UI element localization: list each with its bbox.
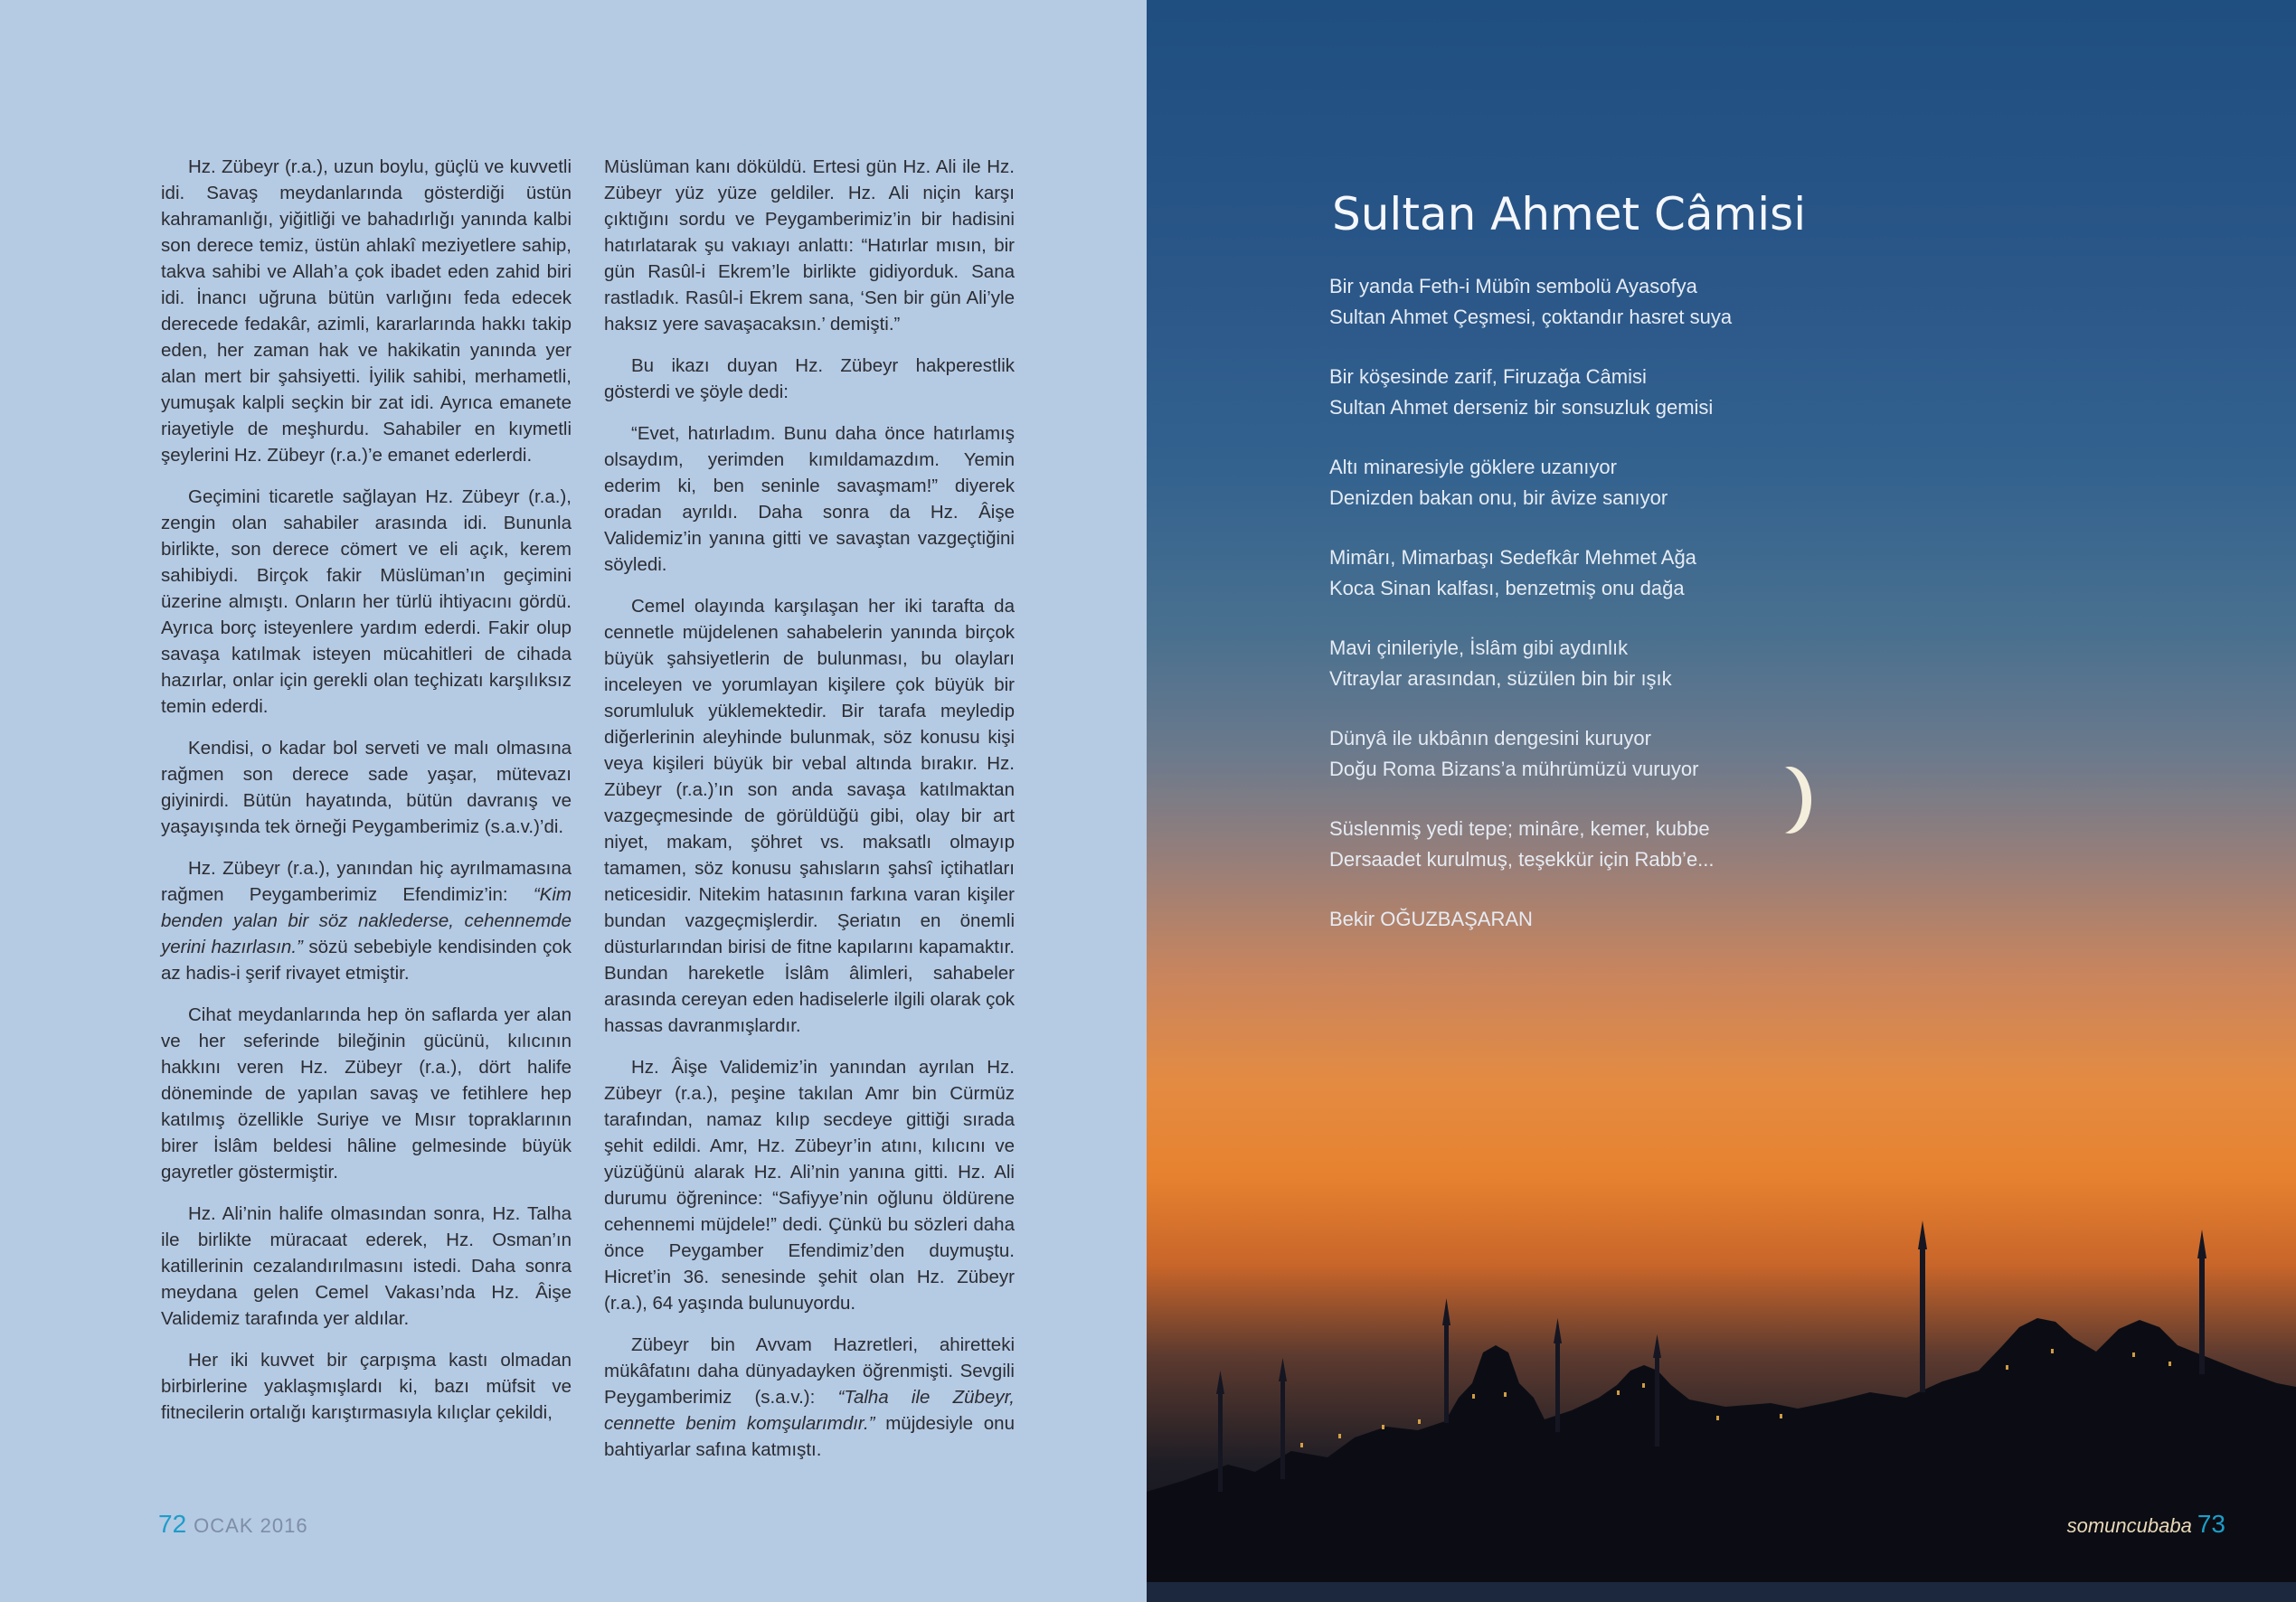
page-footer-left: [158, 1510, 308, 1539]
minaret: [1218, 1392, 1223, 1492]
poem-line: Bir yanda Feth-i Mübîn sembolü Ayasofya: [1329, 275, 1697, 297]
minaret: [1280, 1380, 1285, 1479]
magazine-name: somuncubaba: [2066, 1514, 2192, 1537]
poem-author: Bekir OĞUZBAŞARAN: [1329, 908, 1533, 930]
poem-line: Mavi çinileriyle, İslâm gibi aydınlık: [1329, 636, 1629, 659]
minaret: [1920, 1248, 1925, 1392]
poem-line: Denizden bakan onu, bir âvize sanıyor: [1329, 486, 1668, 509]
poem-line: Sultan Ahmet Çeşmesi, çoktandır hasret suya: [1329, 306, 1733, 328]
poem-line: Mimârı, Mimarbaşı Sedefkâr Mehmet Ağa: [1329, 546, 1696, 569]
poem-line: Sultan Ahmet derseniz bir sonsuzluk gemisi: [1329, 396, 1714, 419]
issue-date: OCAK 2016: [194, 1514, 308, 1537]
poem-title: Sultan Ahmet Câmisi: [1332, 188, 1807, 240]
minaret: [2199, 1257, 2205, 1374]
poem-line: Altı minaresiyle göklere uzanıyor: [1329, 456, 1617, 478]
mosque-skyline: [1147, 1193, 2296, 1602]
paragraph: Cemel olayında karşılaşan her iki tarafta da cennetle müjdelenen sahabelerin yanında birçok büyük şahsiyetlerin de bulunması, bu olayları inceleyen ve yorumlayan kişilere çok büyük bir sorumluluk yüklemektedir. Bir tarafa meyledip diğerlerinin aleyhinde bulunmak, söz konusu kişi veya kişileri büyük bir vebal altında bırakır. Hz. Zübeyr (r.a.)’ın son anda savaşa katılmaktan vazgeçmesinde de görüldüğü gibi, olay bir art niyet, makam, şöhret vs. maksatlı olmayıp tamamen, söz konusu şahısların şahsî içtihatları neticesidir. Nitekim hatasının farkına varan kişiler bundan vazgeçmişlerdir. Şeriatın en önemli düsturlarından birisi de fitne kapılarını kapamaktır. Bundan hareketle İslâm âlimleri, sahabeler arasında cereyan eden hadiselerle ilgili olarak çok hassas davranmışlardır.: [604, 596, 1015, 1036]
page-number: 73: [2197, 1510, 2225, 1538]
minaret: [1444, 1324, 1449, 1423]
hadith-quote: “Talha ile Zübeyr, cennette benim komşularımdır.”: [604, 1387, 1015, 1434]
paragraph: Hz. Zübeyr (r.a.), uzun boylu, güçlü ve kuvvetli idi. Savaş meydanlarında gösterdiği üstün kahramanlığı, yiğitliği ve bahadırlığı yanında kalbi son derece temiz, üstün ahlakî meziyetlere sahip, takva sahibi ve Allah’a çok ibadet eden zahid biri idi. İnancı uğruna bütün varlığını feda edecek derecede fedakâr, azimli, kararlarında hakkı takip eden, her zaman hak ve hakikatin yanında yer alan mert bir şahsiyetti. İyilik sahibi, merhametli, yumuşak kalpli seçkin bir zat idi. Ayrıca emanete riayetiyle de meşhurdu. Sahabiler en kıymetli şeylerini Hz. Zübeyr (r.a.)’e emanet ederlerdi.: [161, 156, 572, 466]
poem-stanza: [1329, 814, 1836, 875]
article-column-2: [604, 154, 1015, 1478]
poem-stanza: [1329, 271, 1836, 333]
paragraph-text: sözü sebebiyle kendisinden çok az hadis-i şerif rivayet etmiştir.: [161, 937, 572, 984]
paragraph: Hz. Ali’nin halife olmasından sonra, Hz. Talha ile birlikte müracaat ederek, Hz. Osman’ın katillerinin cezalandırılmasını istedi. Daha sonra meydana gelen Cemel Vakası’nda Hz. Âişe Validemiz tarafında yer aldılar.: [161, 1203, 572, 1329]
minaret: [1555, 1342, 1560, 1432]
poem-stanza: [1329, 633, 1836, 694]
poem-stanza: [1329, 542, 1836, 604]
minaret: [1655, 1356, 1659, 1447]
paragraph-text: Zübeyr bin Avvam Hazretleri, ahiretteki mükâfatını daha dünyadayken öğrenmişti. Sevgili Peygamberimiz (s.a.v.):: [604, 1334, 1015, 1408]
hadith-quote: “Kim benden yalan bir söz naklederse, cehennemde yerini hazırlasın.”: [161, 884, 572, 957]
paragraph: Geçimini ticaretle sağlayan Hz. Zübeyr (r.a.), zengin olan sahabiler arasında idi. Bununla birlikte, son derece cömert ve eli açık, kerem sahibiydi. Birçok fakir Müslüman’ın geçimini üzerine almıştı. Onların her türlü ihtiyacını gördü. Ayrıca borç isteyenlere yardım ederdi. Fakir olup savaşa katılmak isteyen mücahitleri de cihada hazırlar, onlar için gerekli olan teçhizatı karşılıksız temin ederdi.: [161, 486, 572, 717]
page-footer-right: [2067, 1510, 2225, 1539]
poem-line: Koca Sinan kalfası, benzetmiş onu dağa: [1329, 577, 1685, 599]
poem-stanza: [1329, 362, 1836, 423]
paragraph: Müslüman kanı döküldü. Ertesi gün Hz. Ali ile Hz. Zübeyr yüz yüze geldiler. Hz. Ali niçin karşı çıktığını sordu ve Peygamberimiz’in bir hadisini hatırlatarak şu vakıayı anlattı: “Hatırlar mısın, bir gün Rasûl-i Ekrem’le birlikte gidiyorduk. Sana rastladık. Rasûl-i Ekrem sana, ‘Sen bir gün Ali’yle haksız yere savaşacaksın.’ demişti.”: [604, 156, 1015, 335]
article-column-1: [161, 154, 572, 1441]
poem-stanza: [1329, 723, 1836, 785]
poem-line: Vitraylar arasından, süzülen bin bir ışık: [1329, 667, 1672, 690]
paragraph: Kendisi, o kadar bol serveti ve malı olmasına rağmen son derece sade yaşar, mütevazı giyinirdi. Bütün hayatında, bütün davranış ve yaşayışında tek örneği Peygamberimiz (s.a.v.)’di.: [161, 738, 572, 837]
poem-line: Bir köşesinde zarif, Firuzağa Câmisi: [1329, 365, 1647, 388]
poem-line: Süslenmiş yedi tepe; minâre, kemer, kubbe: [1329, 817, 1710, 840]
poem-line: Doğu Roma Bizans’a mührümüzü vuruyor: [1329, 758, 1699, 780]
paragraph: Cihat meydanlarında hep ön saflarda yer alan ve her seferinde bileğinin gücünü, kılıcının hakkını veren Hz. Zübeyr (r.a.), dört halife döneminde de yapılan savaş ve fetihlere hep katılmış özellikle Suriye ve Mısır topraklarının birer İslâm beldesi hâline gelmesinde büyük gayretler göstermiştir.: [161, 1004, 572, 1183]
paragraph: “Evet, hatırladım. Bunu daha önce hatırlamış olsaydım, yerimden kımıldamazdım. Yemin ederim ki, ben seninle savaşmam!” diyerek oradan ayrıldı. Daha sonra da Hz. Âişe Validemiz’in yanına gitti ve savaştan vazgeçtiğini söyledi.: [604, 423, 1015, 575]
poem: [1329, 271, 1836, 935]
paragraph: Bu ikazı duyan Hz. Zübeyr hakperestlik gösterdi ve şöyle dedi:: [604, 355, 1015, 402]
left-page: [0, 0, 1147, 1602]
poem-line: Dünyâ ile ukbânın dengesini kuruyor: [1329, 727, 1651, 749]
paragraph: Hz. Âişe Validemiz’in yanından ayrılan Hz. Zübeyr (r.a.), peşine takılan Amr bin Cürmüz tarafından, namaz kılıp secdeye gittiği sırada şehit edildi. Amr, Hz. Zübeyr’in atını, kılıcını ve yüzüğünü alarak Hz. Ali’nin yanına gitti. Hz. Ali durumu öğrenince: “Safiyye’nin oğlunu öldürene cehennemi müjdele!” dedi. Çünkü bu sözleri daha önce Peygamber Efendimiz’den duymuştu. Hicret’in 36. senesinde şehit olan Hz. Zübeyr (r.a.), 64 yaşında bulunuyordu.: [604, 1057, 1015, 1314]
poem-stanza: [1329, 452, 1836, 514]
paragraph-text: Hz. Zübeyr (r.a.), yanından hiç ayrılmamasına rağmen Peygamberimiz Efendimiz’in:: [161, 858, 572, 905]
paragraph: Her iki kuvvet bir çarpışma kastı olmadan birbirlerine yaklaşmışlardı ki, bazı müfsit ve fitnecilerin ortalığı karıştırmasıyla kılıçlar çekildi,: [161, 1350, 572, 1423]
poem-line: Dersaadet kurulmuş, teşekkür için Rabb’e...: [1329, 848, 1715, 871]
paragraph-text: müjdesiyle onu bahtiyarlar safına katmıştı.: [604, 1413, 1015, 1460]
paragraph: [604, 1332, 1015, 1463]
page-number: 72: [158, 1510, 187, 1538]
paragraph: [161, 855, 572, 986]
